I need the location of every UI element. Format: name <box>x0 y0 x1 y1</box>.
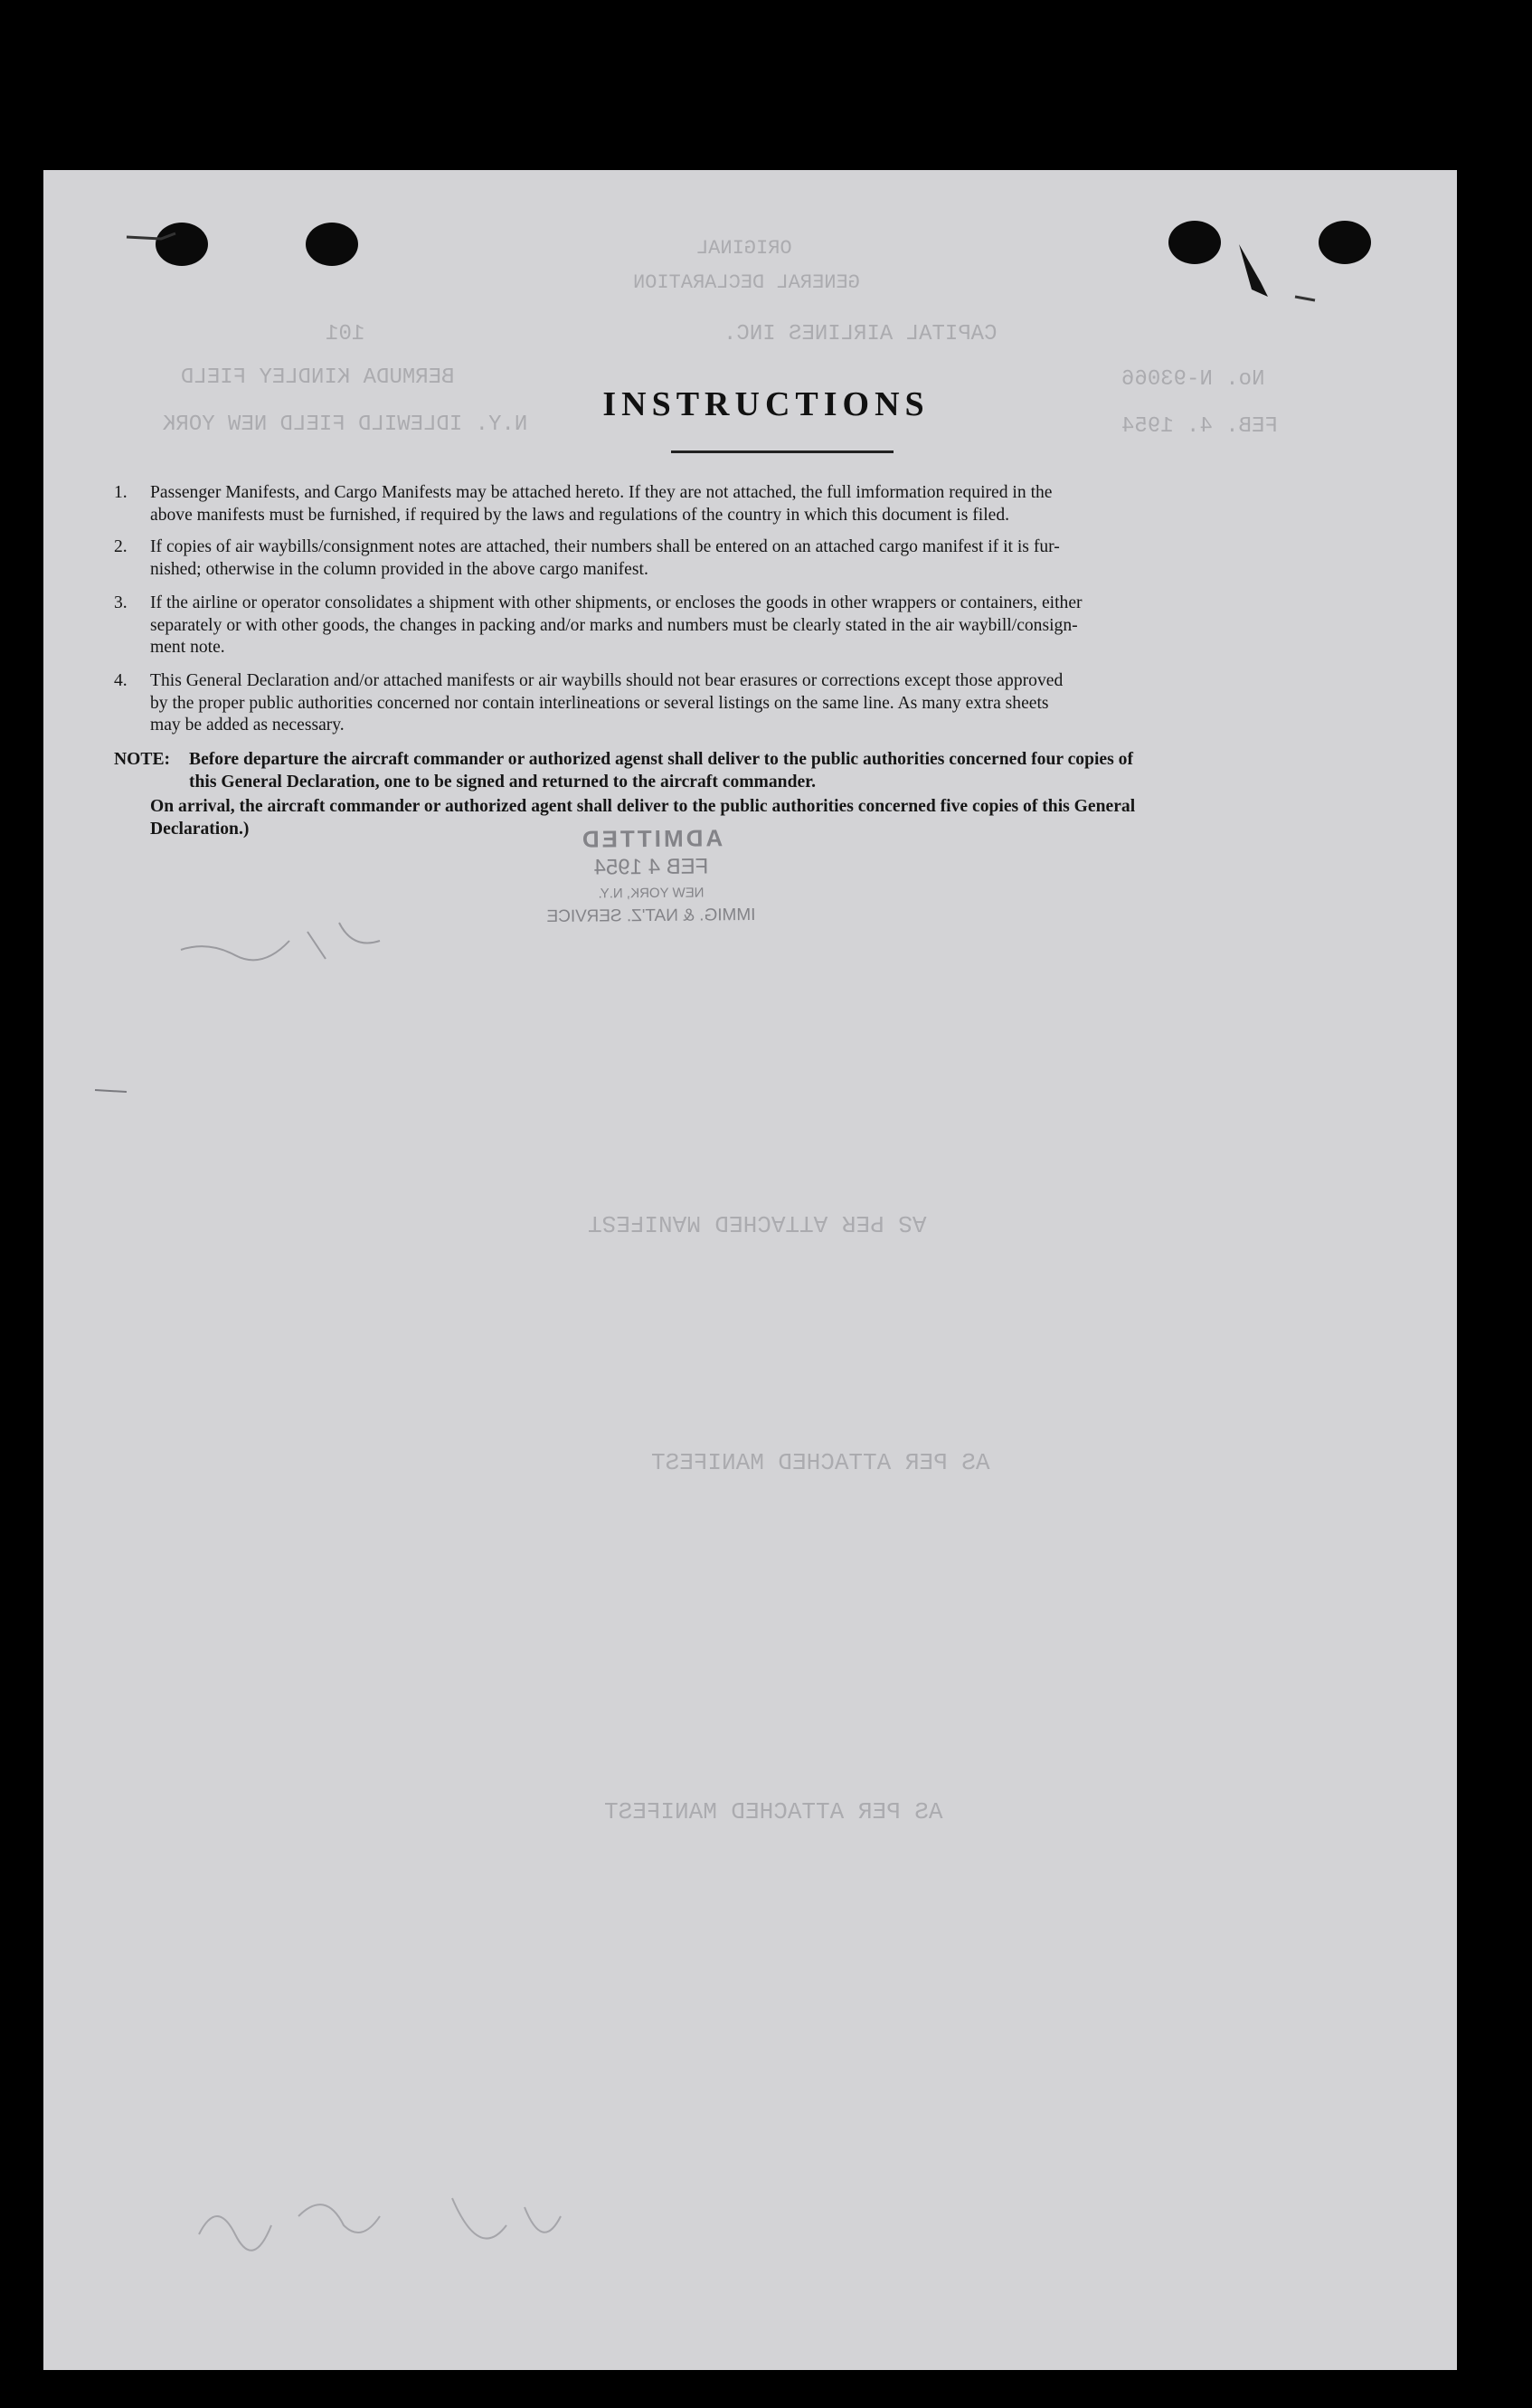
staple-mark <box>1232 233 1322 306</box>
bleed-through-departure: BERMUDA KINDLEY FIELD <box>181 365 455 390</box>
heading-underline <box>671 450 894 453</box>
instruction-line: nished; otherwise in the column provided in the above cargo manifest. <box>150 559 648 579</box>
note-label: NOTE: <box>114 750 171 769</box>
punch-hole-left-2 <box>306 223 358 266</box>
bleed-through-manifest-1: AS PER ATTACHED MANIFEST <box>588 1209 927 1237</box>
stamp-admitted: ADMITTED <box>579 824 723 853</box>
note-line: Before departure the aircraft commander or authorized agenst shall deliver to the public authorities concerned four copies of <box>189 750 1133 769</box>
instruction-line: This General Declaration and/or attached manifests or air waybills should not bear erasures or corrections except those approved <box>150 671 1064 690</box>
instruction-line: by the proper public authorities concerned nor contain interlineations or several listings on the same line. As many extra sheets <box>150 693 1049 713</box>
pencil-tick <box>90 1081 145 1099</box>
admitted-stamp <box>534 825 769 926</box>
note-line: this General Declaration, one to be signed and returned to the aircraft commander. <box>189 772 816 792</box>
note-arrival-line: On arrival, the aircraft commander or authorized agent shall deliver to the public authorities concerned five copies of this General <box>150 797 1136 816</box>
scratch-mark <box>125 228 179 246</box>
bleed-through-operator: CAPITAL AIRLINES INC. <box>723 322 998 346</box>
punch-hole-right-2 <box>1319 221 1371 264</box>
stamp-location: NEW YORK, N.Y. <box>598 885 705 902</box>
bleed-through-original: ORIGINAL <box>696 237 792 260</box>
instruction-line: If copies of air waybills/consignment notes are attached, their numbers shall be entered on an attached cargo manifest if it is fur- <box>150 537 1060 556</box>
page-title: INSTRUCTIONS <box>602 385 930 423</box>
instruction-number: 3. <box>114 593 128 612</box>
stamp-date: FEB 4 1954 <box>593 854 709 880</box>
punch-hole-right-1 <box>1168 221 1221 264</box>
bleed-through-title: GENERAL DECLARATION <box>633 271 860 294</box>
instruction-number: 2. <box>114 537 128 556</box>
instruction-line: If the airline or operator consolidates a shipment with other shipments, or encloses the goods in other wrappers or containers, either <box>150 593 1083 612</box>
bleed-through-number: No. N-93066 <box>1121 367 1265 392</box>
instruction-line: Passenger Manifests, and Cargo Manifests may be attached hereto. If they are not attached, the full imformation required in the <box>150 483 1053 502</box>
instruction-number: 1. <box>114 483 128 502</box>
bleed-through-manifest-2: AS PER ATTACHED MANIFEST <box>651 1449 990 1476</box>
note-arrival-line: Declaration.) <box>150 819 250 839</box>
bleed-through-flight: 101 <box>326 322 365 346</box>
instruction-line: ment note. <box>150 638 225 657</box>
handwritten-mark <box>172 905 398 977</box>
instruction-number: 4. <box>114 671 128 690</box>
handwritten-signature <box>181 2171 579 2271</box>
bleed-through-arrival: N.Y. IDLEWILD FIELD NEW YORK <box>163 412 528 437</box>
instruction-line: separately or with other goods, the changes in packing and/or marks and numbers must be clearly stated in the air waybill/consign- <box>150 615 1078 635</box>
note-arrival-block <box>150 796 1449 840</box>
instruction-line: above manifests must be furnished, if required by the laws and regulations of the country in which this document is filed. <box>150 505 1010 525</box>
bleed-through-manifest-3: AS PER ATTACHED MANIFEST <box>604 1798 943 1825</box>
bleed-through-date: FEB. 4. 1954 <box>1121 414 1278 439</box>
instruction-line: may be added as necessary. <box>150 716 345 735</box>
stamp-service: IMMIG. & NAT'Z. SERVICE <box>546 905 756 927</box>
